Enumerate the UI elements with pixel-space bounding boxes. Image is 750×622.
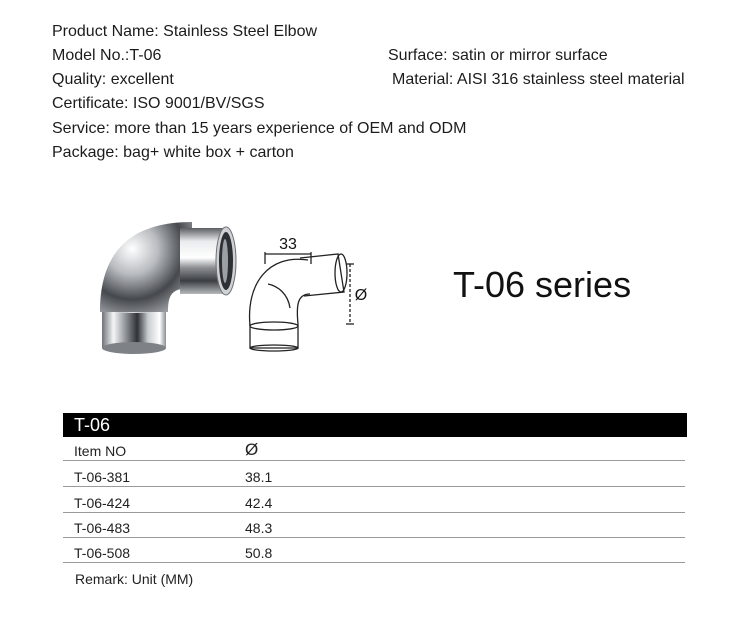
row-divider xyxy=(63,486,685,487)
table-title-bar xyxy=(63,413,687,437)
table-row xyxy=(63,515,685,538)
diameter-value: 50.8 xyxy=(245,545,273,561)
item-number: T-06-508 xyxy=(74,545,131,561)
column-diameter: Ø xyxy=(245,440,259,459)
row-divider xyxy=(63,460,685,461)
elbow-product-photo xyxy=(92,210,242,360)
service-spec: Service: more than 15 years experience of OEM and ODM xyxy=(52,120,467,137)
item-number: T-06-483 xyxy=(74,520,131,536)
row-divider xyxy=(63,512,685,513)
item-number: T-06-381 xyxy=(74,469,131,485)
row-divider xyxy=(63,562,685,563)
quality-spec: Quality: excellent xyxy=(52,71,174,88)
table-row xyxy=(63,464,685,487)
dimension-label: 33 xyxy=(279,236,297,253)
material-spec: Material: AISI 316 stainless steel material xyxy=(392,71,685,88)
model-number: Model No.:T-06 xyxy=(52,47,162,64)
diameter-value: 38.1 xyxy=(245,469,273,485)
item-number: T-06-424 xyxy=(74,495,131,511)
surface-spec: Surface: satin or mirror surface xyxy=(388,47,608,64)
package-spec: Package: bag+ white box + carton xyxy=(52,144,294,161)
table-remark: Remark: Unit (MM) xyxy=(75,571,194,587)
diameter-value: 42.4 xyxy=(245,495,273,511)
row-divider xyxy=(63,537,685,538)
diameter-symbol: Ø xyxy=(354,287,368,304)
table-row xyxy=(63,490,685,513)
column-item-no: Item NO xyxy=(74,443,127,459)
certificate-spec: Certificate: ISO 9001/BV/SGS xyxy=(52,95,265,112)
table-column-header xyxy=(63,438,685,461)
table-row xyxy=(63,540,685,563)
diameter-value: 48.3 xyxy=(245,520,273,536)
elbow-technical-drawing xyxy=(238,224,368,354)
series-title: T-06 series xyxy=(453,264,632,305)
table-title: T-06 xyxy=(74,415,111,435)
product-name: Product Name: Stainless Steel Elbow xyxy=(52,23,318,40)
